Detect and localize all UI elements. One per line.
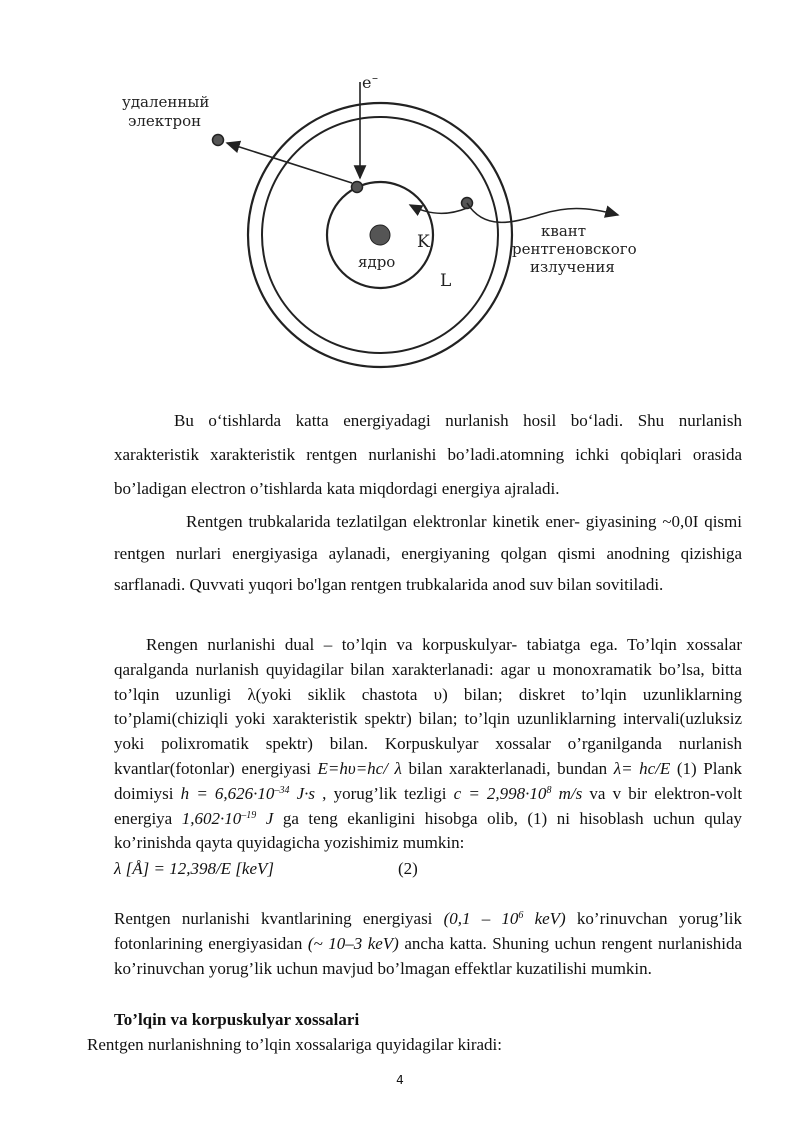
energy-formula: E=hυ=hc/ λ — [317, 758, 402, 778]
plank-intro: Plank doimiysi — [114, 758, 743, 803]
formula-line-2 — [114, 857, 742, 882]
equation-number-1: (1) — [676, 758, 697, 778]
light-speed-intro: , yorug’lik tezligi — [322, 783, 447, 803]
wavelength-formula: λ= hc/E — [613, 758, 671, 778]
electron-volt-value: $1,602\cdot 10^{-19}$ J — [181, 808, 274, 828]
paragraph-rentgen-tubes: Rentgen trubkalarida tezlatilgan elektronlar kinetik ener- giyasining ~0,0I qismi rentgen nurlari energiyasiga aylanadi, energiyaning qolgan qismi anodning qizishiga sarflanadi. Quvvati yuqori bo'lgan rentgen trubkalarida anod suv bilan sovitiladi. — [114, 512, 742, 594]
dual-nature-text-2: bilan xarakterlanadi, bundan — [408, 758, 608, 778]
plank-constant: $h = 6,626\cdot 10^{-34}$ J·s — [180, 783, 316, 803]
nucleus — [370, 225, 390, 245]
section-heading: To’lqin va korpuskulyar xossalari — [114, 1010, 360, 1029]
paragraph-quantum-energy: Rentgen nurlanishi kvantlarining energiyasi ($0,1 - 10^6$ keV) ko’rinuvchan yorug’lik fotonlarining energiyasidan (~ 10–3 keV) ancha katta. Shuning uchun rengent nurlanishida ko’rinuvchan yorug’lik uchun mavjud bo’lmagan effektlar kuzatilishi mumkin. — [114, 909, 743, 978]
transition-arrow — [410, 205, 467, 213]
atom-diagram — [110, 70, 670, 390]
k-shell-electron — [352, 182, 363, 193]
dual-nature-text: Rengen nurlanishi dual – to’lqin va korpuskulyar- tabiatga ega. To’lqin xossalar qaralganda nurlanish quyidagilar bilan xarakterlanadi: agar u monoxramatik bo’lsa, bitta to’lqin uzunligi λ(yoki siklik chastota υ) bilan; diskret to’lqin uzunliklarning to’plami(chiziqli yoki xarakteristik spektr) bilan; to’lqin uzunliklarning intervali(uzluksiz yoki polixromatik spektr) bilan. Korpuskulyar xossalar o’rganilganda nurlanish kvantlar(fotonlar) energiyasi — [114, 635, 742, 778]
wave-properties-intro: Rentgen nurlanishning to’lqin xossalariga quyidagilar kiradi: — [87, 1035, 502, 1054]
paragraph-dual-nature — [114, 633, 742, 856]
electron-label: e — [362, 73, 372, 92]
l-shell-label: L — [440, 271, 452, 291]
removed-electron — [213, 135, 224, 146]
removed-electron-label-line2: электрон — [128, 112, 202, 130]
page-number: 4 — [396, 1073, 404, 1087]
visible-light-energy: (~ 10–3 keV) — [307, 933, 399, 953]
electron-minus-sign: – — [372, 71, 378, 85]
xray-quantum-arrow — [467, 203, 618, 222]
quantum-label-line3: излучения — [530, 258, 615, 276]
paragraph-transitions: Bu o‘tishlarda katta energiyadagi nurlanish hosil bo‘ladi. Shu nurlanish xarakteristik xarakteristik rentgen nurlanishi bo’ladi.atomning ichki qobiqlari orasida bo’ladigan electron o’tishlarda kata miqdordagi energiya ajraladi. — [114, 411, 742, 498]
quantum-label-line1: квант — [541, 222, 587, 240]
k-shell-label: K — [417, 232, 430, 252]
rewrite-text: ga teng ekanligini hisobga olib, (1) ni hisoblash uchun qulay ko’rinishda qayta quyidagicha yozishimiz mumkin: — [114, 808, 743, 853]
nucleus-label: ядро — [358, 253, 396, 271]
electron-volt-intro: va v bir elektron-volt energiya — [114, 783, 743, 828]
removed-electron-label-line1: удаленный — [122, 93, 210, 111]
light-speed: $c = 2,998\cdot 10^8$ m/s — [453, 783, 583, 803]
formula-2: λ [Å] = 12,398/E [keV] — [114, 859, 275, 878]
quantum-label-line2: рентгеновского — [512, 240, 637, 258]
equation-number-2: (2) — [398, 859, 418, 878]
quantum-energy-range: ($0,1 - 10^6$ keV) — [443, 909, 566, 928]
ejected-electron-arrow — [227, 143, 352, 183]
